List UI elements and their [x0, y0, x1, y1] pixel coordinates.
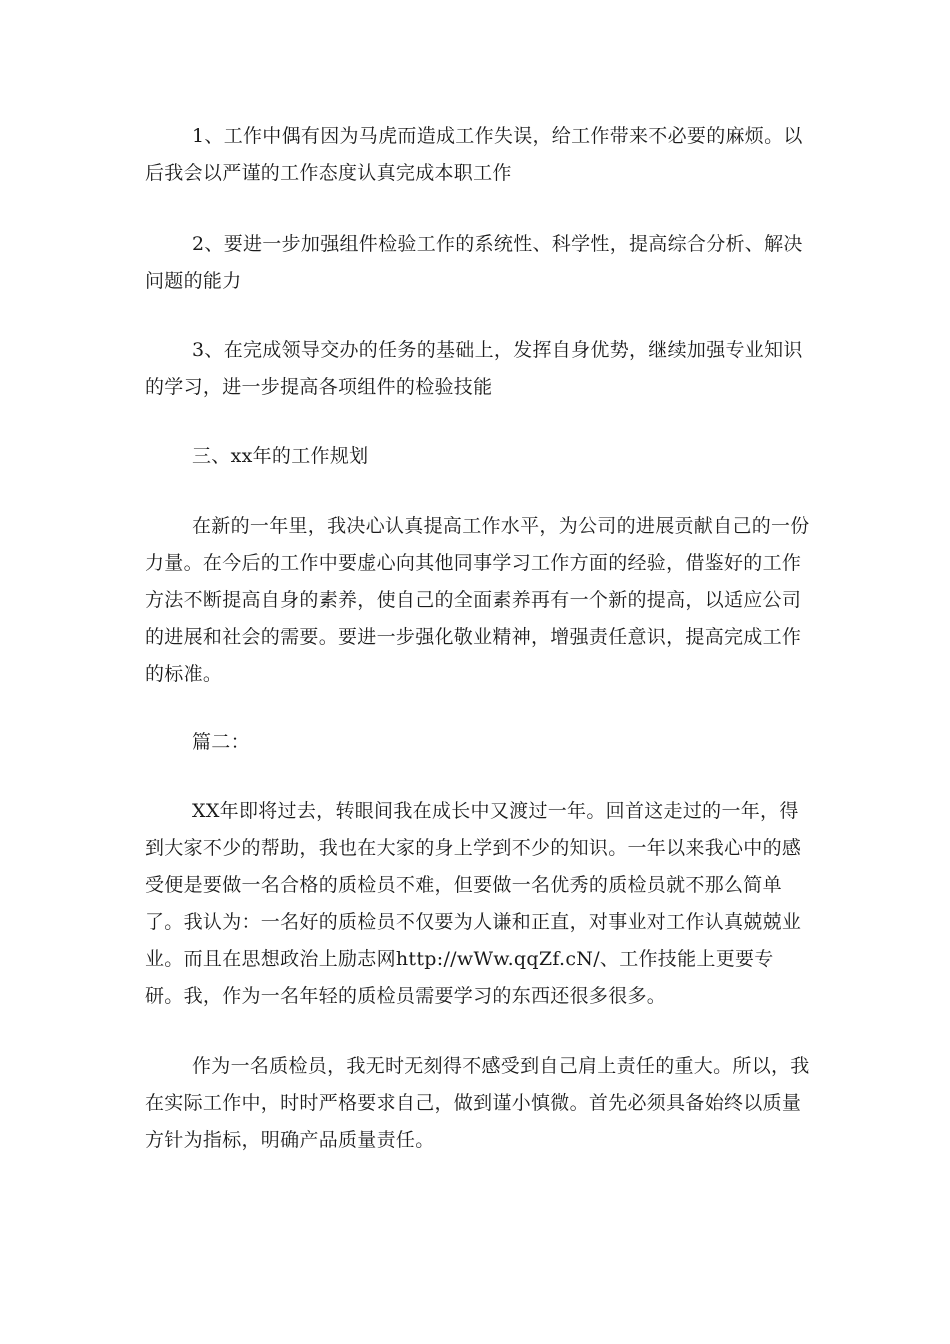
- paragraph-improvement-2: 2、要进一步加强组件检验工作的系统性、科学性，提高综合分析、解决问题的能力: [145, 233, 803, 292]
- paragraph-year-review: XX年即将过去，转眼间我在成长中又渡过一年。回首这走过的一年，得到大家不少的帮助，我也在大家的身上学到不少的知识。一年以来我心中的感受便是要做一名合格的质检员不难，但要做一名优秀的质检员就不那么简单了。我认为：一名好的质检员不仅要为人谦和正直，对事业对工作认真兢兢业业。而且在思想政治上励志网http://wWw.qqZf.cN/、工作技能上更要专研。我，作为一名年轻的质检员需要学习的东西还很多很多。: [145, 800, 802, 1007]
- paragraph-responsibility: 作为一名质检员，我无时无刻得不感受到自己肩上责任的重大。所以，我在实际工作中，时时严格要求自己，做到谨小慎微。首先必须具备始终以质量方针为指标，明确产品质量责任。: [145, 1055, 810, 1151]
- paragraph-improvement-3: 3、在完成领导交办的任务的基础上，发挥自身优势，继续加强专业知识的学习，进一步提高各项组件的检验技能: [145, 339, 803, 398]
- section-heading-part-two: 篇二：: [192, 731, 250, 753]
- paragraph-work-plan: 在新的一年里，我决心认真提高工作水平，为公司的进展贡献自己的一份力量。在今后的工作中要虚心向其他同事学习工作方面的经验，借鉴好的工作方法不断提高自身的素养，使自己的全面素养再有一个新的提高，以适应公司的进展和社会的需要。要进一步强化敬业精神，增强责任意识，提高完成工作的标准。: [145, 515, 810, 685]
- section-heading-work-plan: 三、xx年的工作规划: [192, 445, 369, 467]
- paragraph-improvement-1: 1、工作中偶有因为马虎而造成工作失误，给工作带来不必要的麻烦。以后我会以严谨的工作态度认真完成本职工作: [145, 125, 803, 184]
